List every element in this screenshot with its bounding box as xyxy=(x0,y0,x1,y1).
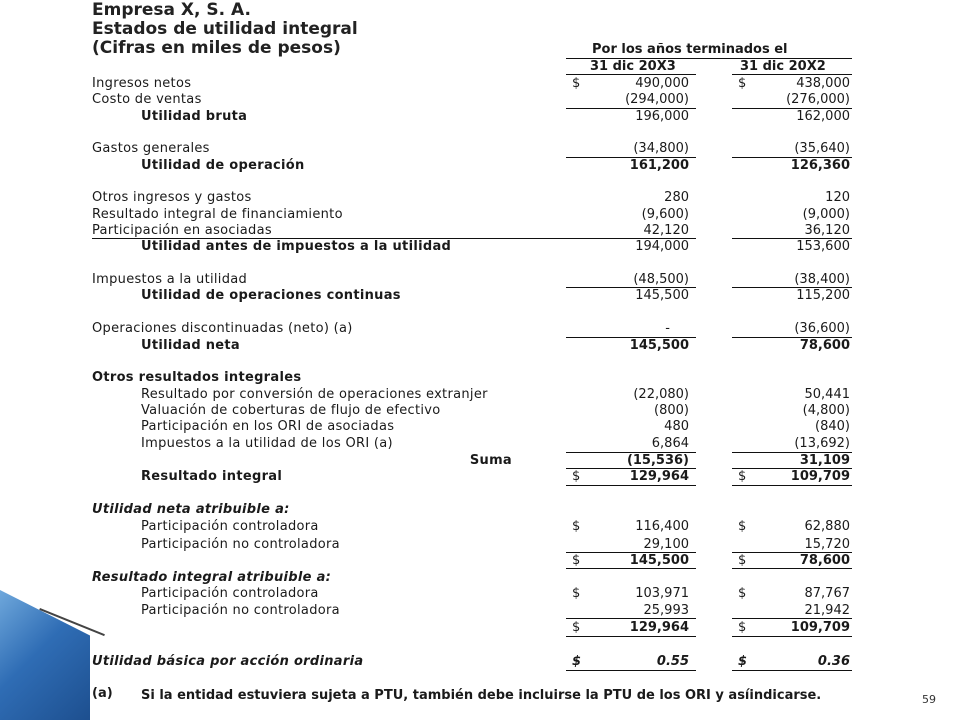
table-row xyxy=(0,321,960,338)
value-20X2: 31,109 xyxy=(799,453,850,468)
value-20X2: 21,942 xyxy=(804,603,850,618)
table-row xyxy=(0,654,960,671)
statement-title: Estados de utilidad integral xyxy=(92,19,358,39)
row-label: Utilidad antes de impuestos a la utilidad xyxy=(141,239,452,254)
row-label: Utilidad neta atribuible a: xyxy=(92,502,290,517)
value-20X2: (36,600) xyxy=(794,321,850,336)
value-20X2: (35,640) xyxy=(794,141,850,156)
row-label: Participación no controladora xyxy=(141,603,340,618)
column-rule-1 xyxy=(566,74,696,75)
row-label: Participación controladora xyxy=(141,586,319,601)
value-20X3: (294,000) xyxy=(625,92,689,107)
currency-symbol: $ xyxy=(738,654,748,669)
value-20X3: 280 xyxy=(664,190,689,205)
value-20X3: 196,000 xyxy=(635,109,689,124)
value-20X2: 109,709 xyxy=(790,469,850,484)
table-row xyxy=(0,109,960,126)
section-heading xyxy=(0,570,960,587)
row-label: Gastos generales xyxy=(92,141,210,156)
value-20X2: (13,692) xyxy=(794,436,850,451)
value-20X3: 145,500 xyxy=(629,553,689,568)
total-rule xyxy=(732,485,852,486)
value-20X3: (22,080) xyxy=(633,387,689,402)
total-rule xyxy=(566,485,696,486)
value-20X2: (9,000) xyxy=(802,207,850,222)
value-20X3: (9,600) xyxy=(641,207,689,222)
column-header-20X3: 31 dic 20X3 xyxy=(590,59,676,74)
row-label: Otros resultados integrales xyxy=(92,370,302,385)
value-20X3: 29,100 xyxy=(643,537,689,552)
section-heading xyxy=(0,502,960,519)
currency-symbol: $ xyxy=(738,586,747,601)
row-label: Resultado integral xyxy=(141,469,283,484)
value-20X2: 36,120 xyxy=(804,223,850,238)
value-20X2: (4,800) xyxy=(802,403,850,418)
row-label: Valuación de coberturas de flujo de efectivo xyxy=(141,403,441,418)
table-row xyxy=(0,387,960,404)
value-20X3: 145,500 xyxy=(635,288,689,303)
value-20X3: 194,000 xyxy=(635,239,689,254)
value-20X3: 116,400 xyxy=(635,519,689,534)
value-20X3: 129,964 xyxy=(629,469,689,484)
table-row xyxy=(0,469,960,486)
footnote-marker: (a) xyxy=(92,686,113,701)
value-20X3: 480 xyxy=(664,419,689,434)
value-20X2: 115,200 xyxy=(796,288,850,303)
value-20X2: 15,720 xyxy=(804,537,850,552)
value-20X2: (276,000) xyxy=(786,92,850,107)
currency-symbol: $ xyxy=(572,620,581,635)
row-label: Otros ingresos y gastos xyxy=(92,190,252,205)
value-20X3: 0.55 xyxy=(656,654,689,669)
row-label: Resultado integral atribuible a: xyxy=(92,570,332,585)
row-label: Resultado integral de financiamiento xyxy=(92,207,343,222)
row-label: Participación controladora xyxy=(141,519,319,534)
value-20X3: 129,964 xyxy=(629,620,689,635)
table-row xyxy=(0,239,960,256)
value-20X2: 438,000 xyxy=(796,76,850,91)
subtotal-rule xyxy=(732,618,852,619)
row-label: Utilidad básica por acción ordinaria xyxy=(92,654,364,669)
row-label: Ingresos netos xyxy=(92,76,192,91)
currency-symbol: $ xyxy=(572,469,581,484)
table-row xyxy=(0,76,960,93)
value-20X3: 161,200 xyxy=(629,158,689,173)
column-header-20X2: 31 dic 20X2 xyxy=(740,59,826,74)
table-row xyxy=(0,190,960,207)
table-row xyxy=(0,419,960,436)
value-20X2: 0.36 xyxy=(817,654,850,669)
value-20X3: (34,800) xyxy=(633,141,689,156)
table-row xyxy=(0,207,960,224)
value-20X3: - xyxy=(665,321,670,336)
table-row xyxy=(0,436,960,453)
currency-symbol: $ xyxy=(738,469,747,484)
value-20X3: 42,120 xyxy=(643,223,689,238)
row-label: Participación en los ORI de asociadas xyxy=(141,419,395,434)
page-number: 59 xyxy=(922,693,936,706)
total-rule xyxy=(732,670,852,671)
total-rule xyxy=(566,568,696,569)
currency-symbol: $ xyxy=(738,76,747,91)
value-20X2: 109,709 xyxy=(790,620,850,635)
currency-symbol: $ xyxy=(572,553,581,568)
value-20X3: (800) xyxy=(654,403,689,418)
company-name: Empresa X, S. A. xyxy=(92,0,251,20)
row-label: Resultado por conversión de operaciones extranjer xyxy=(141,387,488,402)
currency-symbol: $ xyxy=(572,586,581,601)
value-20X2: (840) xyxy=(815,419,850,434)
value-20X3: 6,864 xyxy=(651,436,689,451)
value-20X2: 62,880 xyxy=(804,519,850,534)
currency-symbol: $ xyxy=(572,654,582,669)
total-rule xyxy=(566,670,696,671)
currency-symbol: $ xyxy=(572,519,581,534)
value-20X2: (38,400) xyxy=(794,272,850,287)
footnote-text: Si la entidad estuviera sujeta a PTU, también debe incluirse la PTU de los ORI y asíindicarse. xyxy=(141,688,822,703)
table-row xyxy=(0,403,960,420)
row-label: Impuestos a la utilidad xyxy=(92,272,248,287)
row-label: Utilidad de operaciones continuas xyxy=(141,288,401,303)
row-label: Utilidad de operación xyxy=(141,158,305,173)
column-rule-2 xyxy=(732,74,852,75)
value-20X2: 120 xyxy=(825,190,850,205)
table-row xyxy=(0,288,960,305)
table-row xyxy=(0,586,960,603)
value-20X2: 50,441 xyxy=(804,387,850,402)
row-label: Operaciones discontinuadas (neto) (a) xyxy=(92,321,353,336)
value-20X3: (48,500) xyxy=(633,272,689,287)
total-rule xyxy=(732,568,852,569)
value-20X2: 78,600 xyxy=(799,338,850,353)
row-label: Impuestos a la utilidad de los ORI (a) xyxy=(141,436,393,451)
total-rule xyxy=(732,636,852,637)
row-label: Suma xyxy=(469,453,512,468)
row-label: Participación no controladora xyxy=(141,537,340,552)
period-heading: Por los años terminados el xyxy=(592,42,788,57)
table-row xyxy=(0,620,960,637)
value-20X3: 145,500 xyxy=(629,338,689,353)
value-20X3: 25,993 xyxy=(643,603,689,618)
row-label: Utilidad neta xyxy=(141,338,241,353)
value-20X2: 153,600 xyxy=(796,239,850,254)
value-20X3: (15,536) xyxy=(626,453,689,468)
currency-symbol: $ xyxy=(738,620,747,635)
currency-symbol: $ xyxy=(738,553,747,568)
value-20X3: 103,971 xyxy=(635,586,689,601)
total-rule xyxy=(566,636,696,637)
value-20X2: 78,600 xyxy=(799,553,850,568)
value-20X2: 162,000 xyxy=(796,109,850,124)
table-row xyxy=(0,158,960,175)
table-row xyxy=(0,92,960,109)
currency-symbol: $ xyxy=(738,519,747,534)
row-label: Utilidad bruta xyxy=(141,109,248,124)
currency-symbol: $ xyxy=(572,76,581,91)
value-20X2: 87,767 xyxy=(804,586,850,601)
table-row xyxy=(0,141,960,158)
value-20X3: 490,000 xyxy=(635,76,689,91)
value-20X2: 126,360 xyxy=(790,158,850,173)
table-row xyxy=(0,519,960,536)
subtotal-rule xyxy=(566,618,696,619)
section-heading xyxy=(0,370,960,387)
row-label: Costo de ventas xyxy=(92,92,202,107)
units-note: (Cifras en miles de pesos) xyxy=(92,38,341,58)
row-label: Participación en asociadas xyxy=(92,223,272,238)
table-row xyxy=(0,338,960,355)
